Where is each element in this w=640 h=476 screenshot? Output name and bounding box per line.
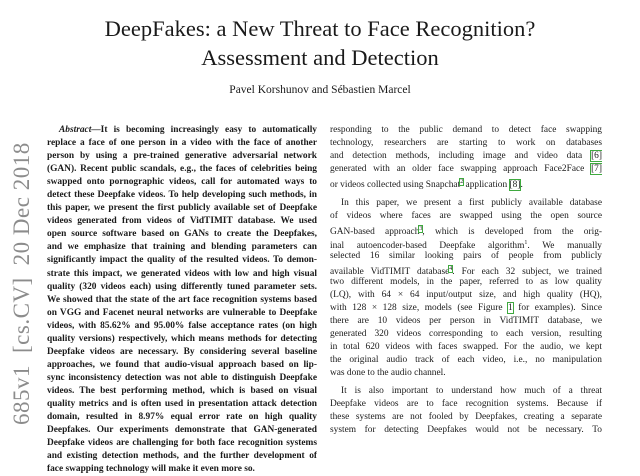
abstract-line: and we emphasize that training and blending parameters can <box>47 242 317 253</box>
abstract-line: videos. The best performing method, which is based on visual <box>47 385 317 396</box>
body-text: , which is developed from the orig- <box>422 227 602 237</box>
body-line <box>330 263 602 276</box>
abstract-line: Deepfake videos are challenging for both face recognition systems <box>47 438 317 449</box>
abstract-line: videos generated from videos of VidTIMIT database. We used <box>47 216 317 227</box>
citation-link[interactable]: [8] <box>509 180 521 191</box>
footnote-link[interactable]: 2 <box>460 179 464 186</box>
body-line: In this paper, we present a first publicly available database <box>341 198 602 209</box>
body-text: with 128 × 128 size, models (see Figure <box>330 302 509 313</box>
abstract-line: swapped onto pornographic videos, call for automated ways to <box>47 177 317 188</box>
body-text: . We manually <box>527 240 602 250</box>
figure-link[interactable]: 1 <box>508 302 513 313</box>
body-line: of videos where faces are swapped using the open source <box>330 211 602 222</box>
body-line <box>330 150 602 163</box>
abstract-line: on VGG and Facenet neural networks are vulnerable to Deepfake <box>47 307 317 318</box>
body-line <box>330 176 602 192</box>
body-column <box>330 124 602 437</box>
abstract-line: this paper, we present the first publicly available set of Deepfake <box>47 203 317 214</box>
abstract-line: Deepfakes. Our experiments demonstrate that GAN-generated <box>47 425 317 436</box>
abstract-line: person by using a pre-trained generative adversarial network <box>47 151 317 162</box>
abstract-line: domain, resulted in 8.97% equal error rate on high quality <box>47 412 317 423</box>
abstract-line: and existing detection methods, and the further development of <box>47 451 317 462</box>
body-line: It is also important to understand how much of a threat <box>341 386 602 397</box>
abstract-line: approaches, we found that audio-visual approach based on lip- <box>47 359 317 370</box>
body-line: technology, researchers are starting to work on databases <box>330 138 602 149</box>
paper-title <box>0 14 640 72</box>
abstract-line: (GAN). Recent public scandals, e.g., the faces of celebrities being <box>47 164 317 175</box>
author-line: Pavel Korshunov and Sébastien Marcel <box>229 84 411 96</box>
body-text: and detection methods, including image and video data <box>330 151 592 162</box>
arxiv-id: 685v1 <box>9 365 34 425</box>
abstract-text: It is becoming increasingly easy to automatically <box>100 125 317 135</box>
body-line: selected 16 similar looking pairs of people from publicly <box>330 250 602 261</box>
abstract-column <box>47 124 317 476</box>
citation-link[interactable]: [7] <box>591 164 602 175</box>
footnote-link[interactable]: 1 <box>524 239 528 246</box>
abstract-line: quality versions) respectively, which means methods for detecting <box>47 333 317 344</box>
body-text: GAN-based approach <box>330 227 420 237</box>
abstract-line: face swapping technology will make it even more so. <box>47 464 255 475</box>
abstract-lead: Abstract <box>59 125 92 135</box>
arxiv-category: [cs.CV] <box>9 277 34 353</box>
abstract-line: sync inconsistency detection was not able to distinguish Deepfake <box>47 372 317 383</box>
body-line: Deepfake videos are to face recognition systems. Because if <box>330 399 602 410</box>
abstract-line: Deepfake videos are necessary. By considering several baseline <box>47 346 317 357</box>
footnote-link[interactable]: 4 <box>449 265 453 272</box>
body-line: (LQ), with 64 × 64 input/output size, and high quality (HQ), <box>330 289 602 300</box>
body-text: . <box>520 180 523 191</box>
title-line-2: Assessment and Detection <box>201 45 439 70</box>
abstract-line: quality metrics and is often used in presentation attack detection <box>47 398 317 409</box>
body-line <box>330 223 602 236</box>
body-line <box>330 302 602 315</box>
body-line: the original audio track of each video, i.e., no manipulation <box>330 354 602 365</box>
body-text: . For each 32 subject, we trained <box>452 266 602 276</box>
body-line: system for detecting Deepfakes would not be necessary. To <box>330 425 602 436</box>
abstract-line: replace a face of one person in a video with the face of another <box>47 138 317 149</box>
body-text: generated with an older face swapping approach Face2Face <box>330 164 592 175</box>
body-text: application <box>463 180 510 191</box>
abstract-line: videos, with 85.62% and 95.00% false acceptance rates (on high <box>47 320 317 331</box>
abstract-line: quality (320 videos each) using differently tuned parameter sets. <box>47 281 317 292</box>
title-line-1: DeepFakes: a New Threat to Face Recognition? <box>104 16 536 41</box>
body-line <box>330 163 602 176</box>
body-line: there are 10 videos per person in VidTIMIT database, we <box>330 315 602 326</box>
body-text: or videos collected using Snapchat <box>330 180 461 191</box>
abstract-line: significantly impact the quality of the resulted videos. To demon- <box>47 255 317 266</box>
abstract-line: open source software based on GANs to create the Deepfakes, <box>47 229 317 240</box>
body-line: in total 620 videos with faces swapped. For the audio, we kept <box>330 341 602 352</box>
abstract-line <box>47 124 317 137</box>
body-text: available VidTIMIT database <box>330 266 450 276</box>
abstract-line: detect these Deepfake videos. To help developing such methods, in <box>47 190 317 201</box>
body-line: these systems are not fooled by Deepfakes, creating a separate <box>330 412 602 423</box>
body-line: two different models, in the paper, referred to as low quality <box>330 276 602 287</box>
arxiv-date: 20 Dec 2018 <box>9 142 34 266</box>
footnote-link[interactable]: 3 <box>419 226 423 233</box>
abstract-line: strate this impact, we generated videos with low and high visual <box>47 268 317 279</box>
body-line: generated 320 videos corresponding to each version, resulting <box>330 328 602 339</box>
body-line: was done to the audio channel. <box>330 367 446 378</box>
body-line: responding to the public demand to detect face swapping <box>330 125 602 135</box>
arxiv-watermark <box>9 130 35 425</box>
abstract-dash: — <box>91 125 101 135</box>
citation-link[interactable]: [6] <box>591 151 602 162</box>
abstract-line: We showed that the state of the art face recognition systems based <box>47 294 317 305</box>
body-line <box>330 237 602 250</box>
body-text: inal autoencoder-based Deepfake algorithm <box>330 240 525 250</box>
body-text: for examples). Since <box>512 302 602 313</box>
